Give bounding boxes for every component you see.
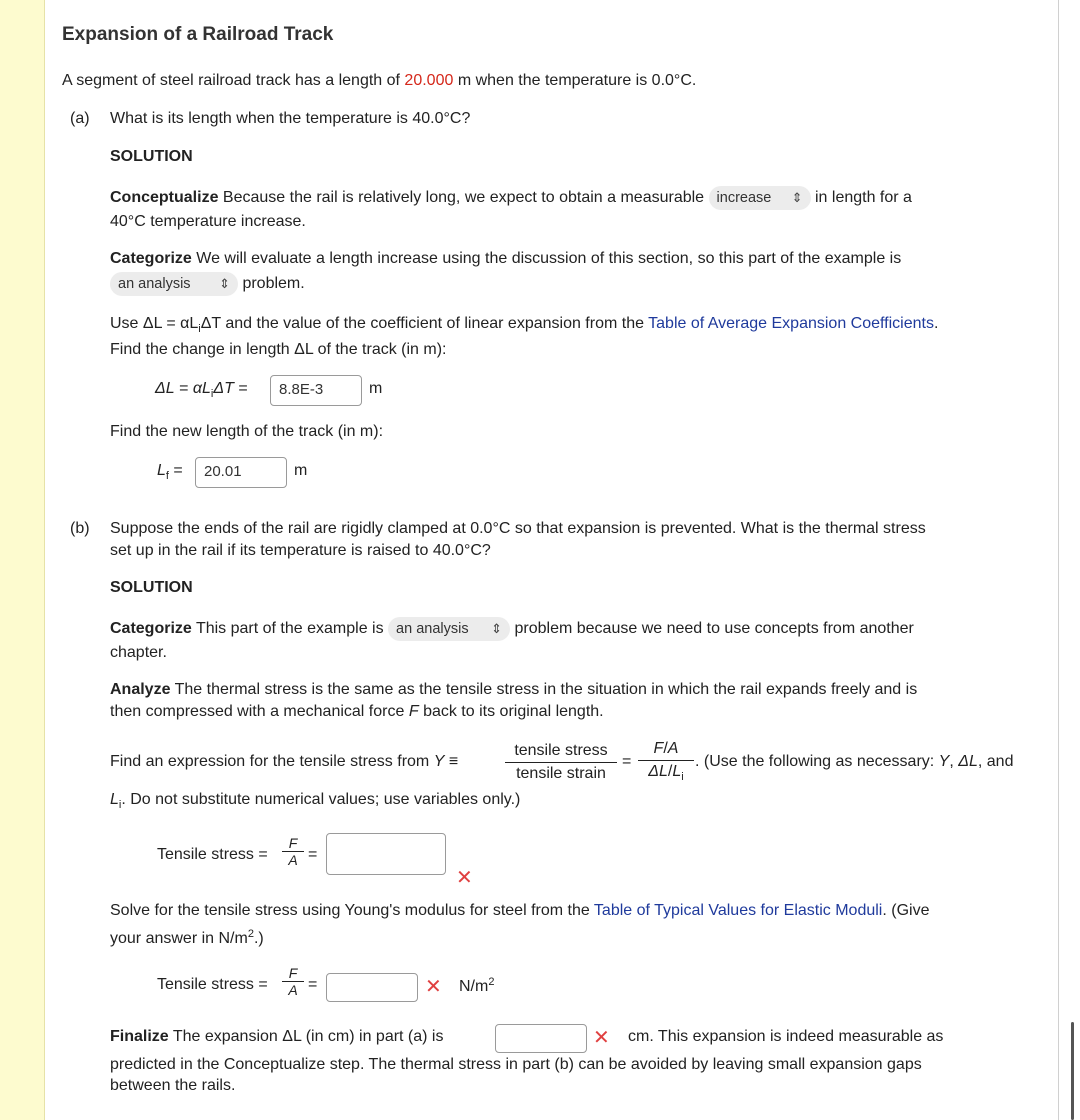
tensile-stress-label-1: Tensile stress =: [157, 846, 268, 863]
moduli-table-link[interactable]: Table of Typical Values for Elastic Moduli: [593, 902, 883, 919]
conceptualize-line2: 40°C temperature increase.: [110, 213, 306, 230]
categorize-a-line: Categorize We will evaluate a length increase using the discussion of this section, so this part of the example is: [110, 250, 902, 267]
finalize-line: Finalize The expansion ΔL (in cm) in part (a) is: [110, 1028, 444, 1045]
scrollbar-thumb[interactable]: [1071, 1022, 1074, 1120]
categorize-b-select[interactable]: an analysis ⇕: [388, 617, 510, 641]
incorrect-x-icon: ✕: [593, 1027, 610, 1049]
finalize-after: cm. This expansion is indeed measurable as: [628, 1028, 944, 1045]
equals-sign: =: [622, 753, 632, 770]
categorize-b-line: Categorize This part of the example is an analysis ⇕ problem because we need to use concepts from another: [110, 617, 914, 641]
youngs-fraction: tensile stress tensile strain: [505, 742, 617, 783]
solve-text-line1: Solve for the tensile stress using Young's modulus for steel from the Table of Typical Values for Elastic Moduli. (Give: [110, 902, 930, 919]
solve-text-line2: your answer in $N/m^2$.): [110, 928, 264, 947]
updown-chevron-icon: ⇕: [219, 276, 230, 291]
part-b-question-1: Suppose the ends of the rail are rigidly clamped at 0.0°C so that expansion is prevented. What is the thermal stress: [110, 520, 926, 537]
expansion-table-link[interactable]: Table of Average Expansion Coefficients: [648, 315, 934, 332]
length-value: 20.000: [404, 72, 454, 89]
unit-m-2: m: [294, 462, 308, 479]
incorrect-x-icon: ✕: [425, 976, 442, 998]
analyze-line: Analyze The thermal stress is the same as the tensile stress in the situation in which the rail expands freely and is: [110, 681, 918, 698]
delta-l-equation: $\Delta L = \alpha L_i\Delta T$ =: [155, 380, 248, 400]
categorize-a-line2: an analysis ⇕ problem.: [110, 272, 305, 296]
categorize-b-line2: chapter.: [110, 644, 167, 661]
part-b-label: (b): [70, 520, 90, 537]
finalize-line3: between the rails.: [110, 1077, 236, 1094]
find-change-text: Find the change in length ΔL of the track (in m):: [110, 341, 447, 358]
force-area-fraction: $\frac{F/A}{\Delta L/L_i}$: [638, 740, 694, 783]
left-margin-bar: [0, 0, 45, 1120]
equals-2: =: [308, 976, 318, 993]
find-expression-text: Find an expression for the tensile stress from Y ≡: [110, 753, 459, 770]
analyze-line2: then compressed with a mechanical force F back to its original length.: [110, 703, 604, 720]
lf-label: $L_f$ =: [157, 462, 183, 482]
part-a-question: What is its length when the temperature is 40.0°C?: [110, 110, 471, 127]
categorize-a-select[interactable]: an analysis ⇕: [110, 272, 238, 296]
right-border: [1058, 0, 1059, 1120]
intro-text: A segment of steel railroad track has a length of 20.000 m when the temperature is 0.0°C.: [62, 72, 697, 89]
updown-chevron-icon: ⇕: [491, 621, 503, 636]
solution-heading-b: SOLUTION: [110, 579, 193, 596]
incorrect-x-icon: ✕: [456, 867, 473, 889]
solution-heading-a: SOLUTION: [110, 148, 193, 165]
stress-expression-input[interactable]: [326, 833, 446, 875]
unit-nm2: $N/m^2$: [459, 976, 495, 995]
updown-chevron-icon: ⇕: [791, 190, 803, 205]
unit-m-1: m: [369, 380, 383, 397]
finalize-line2: predicted in the Conceptualize step. The thermal stress in part (b) can be avoided by leaving small expansion gaps: [110, 1056, 922, 1073]
find-new-length-text: Find the new length of the track (in m):: [110, 423, 384, 440]
part-a-label: (a): [70, 110, 90, 127]
use-following-text: . (Use the following as necessary: Y, ΔL, and: [695, 753, 1014, 770]
f-over-a-fraction-1: $\frac{F}{A}$: [282, 835, 304, 868]
conceptualize-line: Conceptualize Because the rail is relatively long, we expect to obtain a measurable increase ⇕ in length for a: [110, 186, 912, 210]
page-title: Expansion of a Railroad Track: [62, 24, 334, 45]
part-b-question-2: set up in the rail if its temperature is raised to 40.0°C?: [110, 542, 491, 559]
f-over-a-fraction-2: $\frac{F}{A}$: [282, 965, 304, 998]
do-not-substitute-text: $L_i$. Do not substitute numerical values; use variables only.): [110, 791, 521, 811]
finalize-input[interactable]: [495, 1024, 587, 1053]
delta-l-input[interactable]: 8.8E-3: [270, 375, 362, 406]
use-formula-line: Use $\Delta L = \alpha L_i\Delta T$ and the value of the coefficient of linear expansion from the Table of Average Expansion Coefficients.: [110, 315, 939, 335]
stress-value-input[interactable]: [326, 973, 418, 1002]
conceptualize-select[interactable]: increase ⇕: [709, 186, 811, 210]
lf-input[interactable]: 20.01: [195, 457, 287, 488]
tensile-stress-label-2: Tensile stress =: [157, 976, 268, 993]
equals-1: =: [308, 846, 318, 863]
